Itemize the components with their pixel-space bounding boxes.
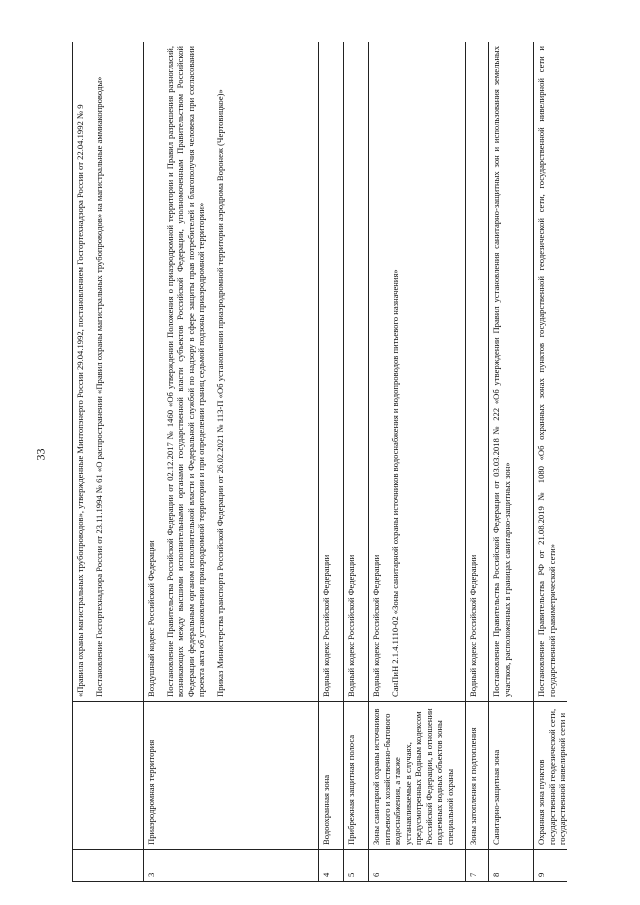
table-row	[466, 42, 489, 882]
legal-documents	[369, 42, 466, 702]
document-text: «Правила охраны магистральных трубопроводов», утвержденные Минтопэнерго России 29.04.1992, постановлением Госгортехнадзора России от 22.04.1992 № 9	[75, 104, 85, 697]
document-text: Приказ Министерства транспорта Российской Федерации от 26.02.2021 № 113-П «Об установлении приаэродромной территории аэродрома Воронеж (Чертовицкое)»	[214, 89, 225, 697]
document-text: СанПиН 2.1.4.1110-02 «Зоны санитарной охраны источников водоснабжения и водопроводов питьевого назначения»	[389, 269, 400, 697]
zone-name: Зоны санитарной охраны источников питьевого и хозяйственно-бытового водоснабжения, а также устанавливаемые в случаях, предусмотренных Водным кодексом Российской Федерации, в отношении подземных водных объектов зоны специальной охраны	[369, 702, 466, 850]
document-text: Постановление Госгортехнадзора России от 23.11.1994 № 61 «О распространении «Правил охраны магистральных трубопроводов» на магистральные аммиакопроводы»	[93, 76, 104, 697]
table-wrapper	[72, 42, 567, 882]
document-text: Водный кодекс Российской Федерации	[346, 554, 356, 697]
rotated-page-area	[72, 42, 567, 882]
table-row	[344, 42, 369, 882]
row-number: 8	[489, 850, 534, 882]
page-number: 33	[33, 448, 48, 461]
legal-documents	[344, 42, 369, 702]
document-text: Постановление Правительства Российской Федерации от 03.03.2018 № 222 «Об утверждении Правил установления санитарно-защитных зон и использования земельных участков, расположенных в границах санитарно-защитных зон»	[491, 46, 512, 697]
zone-name: Водоохранная зона	[319, 702, 344, 850]
legal-documents	[466, 42, 489, 702]
zone-name: Приаэродромная территория	[144, 702, 319, 850]
row-number: 7	[466, 850, 489, 882]
legal-documents	[534, 42, 568, 702]
document-text: Водный кодекс Российской Федерации	[371, 554, 381, 697]
zone-name: Прибрежная защитная полоса	[344, 702, 369, 850]
document-text: Водный кодекс Российской Федерации	[321, 554, 331, 697]
document-text: Воздушный кодекс Российской Федерации	[146, 540, 156, 697]
row-number	[73, 850, 144, 882]
zone-name: Санитарно-защитная зона	[489, 702, 534, 850]
row-number: 9	[534, 850, 568, 882]
table-row	[489, 42, 534, 882]
table-row	[534, 42, 568, 882]
document-text: Водный кодекс Российской Федерации	[468, 554, 478, 697]
table-row	[319, 42, 344, 882]
document-text: Постановление Правительства Российской Федерации от 02.12.2017 № 1460 «Об утверждении Положения о приаэродромной территории и Правил разрешения разногласий, возникающих между высшими исполнительными органами государственной власти субъектов Российской Федерации, уполномоченным Правительством Российской Федерации федеральным органом исполнительной власти и Федеральной службой по надзору в сфере защиты прав потребителей и благополучия человека при согласовании проекта акта об установлении приаэродромной территории и при определении границ седьмой подзоны приаэродромной территории»	[164, 46, 207, 697]
table-row	[144, 42, 319, 882]
row-number: 5	[344, 850, 369, 882]
document-text: Постановление Правительства РФ от 21.08.2019 № 1080 «Об охранных зонах пунктов государственной геодезической сети, государственной нивелирной сети и государственной гравиметрической сети»	[536, 46, 557, 697]
zone-name: Зоны затопления и подтопления	[466, 702, 489, 850]
row-number: 6	[369, 850, 466, 882]
row-number: 4	[319, 850, 344, 882]
legal-documents	[73, 42, 144, 702]
legal-documents	[319, 42, 344, 702]
zone-name	[73, 702, 144, 850]
zones-table	[72, 42, 567, 882]
legal-documents	[144, 42, 319, 702]
legal-documents	[489, 42, 534, 702]
zone-name: Охранная зона пунктов государственной геодезической сети, государственной нивелирной сети и	[534, 702, 568, 850]
table-row	[369, 42, 466, 882]
table-row	[73, 42, 144, 882]
row-number: 3	[144, 850, 319, 882]
